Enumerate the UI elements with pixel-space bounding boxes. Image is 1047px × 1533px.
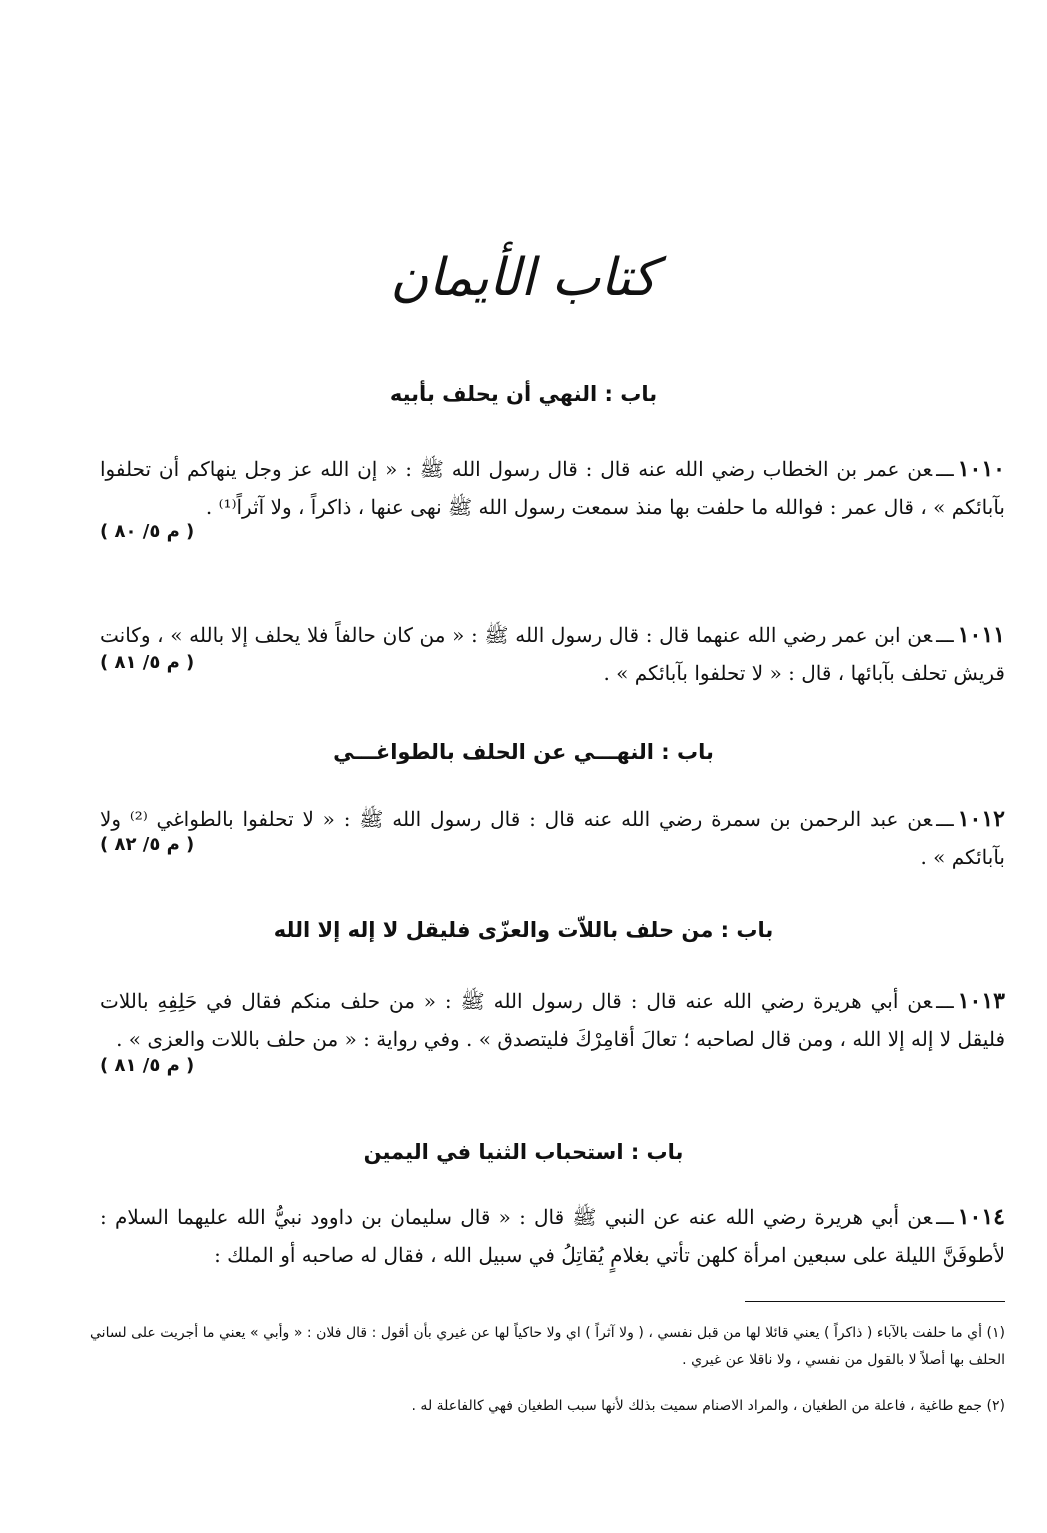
hadith-text: عن عمر بن الخطاب رضي الله عنه قال : قال رسول الله ﷺ : « إن الله عز وجل ينهاكم أن تحلفوا بآبائكم » ، قال عمر : فوالله ما حلفت بها منذ سمعت رسول الله ﷺ نهى عنها ، ذاكراً ، ولا آثراً⁽¹⁾ . [100,457,1005,519]
chapter-heading: باب : استحباب الثنيا في اليمين [363,1140,684,1164]
hadith-reference: ( م ٥/ ٨١ ) [100,1055,195,1076]
hadith-text: عن ابن عمر رضي الله عنهما قال : قال رسول الله ﷺ : « من كان حالفاً فلا يحلف إلا بالله » ، وكانت قريش تحلف بآبائها ، قال : « لا تحلفوا بآبائكم » . [100,623,1005,685]
chapter-heading: باب : النهي أن يحلف بأبيه [389,382,658,406]
chapter-heading: باب : من حلف باللاّت والعزّى فليقل لا إله إلا الله [273,918,774,942]
hadith-reference: ( م ٥/ ٨٠ ) [100,521,195,542]
hadith-1010: ١٠١٠ـــعن عمر بن الخطاب رضي الله عنه قال : قال رسول الله ﷺ : « إن الله عز وجل ينهاكم أن تحلفوا بآبائكم » ، قال عمر : فوالله ما حلفت بها منذ سمعت رسول الله ﷺ نهى عنها ، ذاكراً ، ولا آثراً⁽¹⁾ . [100,456,1005,519]
footnote-1: (١) أي ما حلفت بالآباء ( ذاكراً ) يعني قائلا لها من قبل نفسي ، ( ولا آثراً ) اي ولا حاكياً لها عن غيري بأن أقول : قال فلان : « وأبي » يعني ما أجريت على لساني الحلف بها أصلاً لا بالقول من نفسي ، ولا ناقلا عن غيري . [90,1325,1005,1368]
hadith-reference: ( م ٥/ ٨١ ) [100,652,195,673]
footnote-2: (٢) جمع طاغية ، فاعلة من الطغيان ، والمراد الاصنام سميت بذلك لأنها سبب الطغيان فهي كالفاعلة له . [411,1398,1005,1414]
footnote-divider [745,1301,1005,1302]
hadith-number: ١٠١١ [957,622,1005,648]
hadith-text: عن عبد الرحمن بن سمرة رضي الله عنه قال : قال رسول الله ﷺ : « لا تحلفوا بالطواغي ⁽²⁾ ولا بآبائكم » . [100,807,1005,869]
chapter-heading: باب : النهـــي عن الحلف بالطواغـــي [333,740,714,764]
hadith-number: ١٠١٠ [957,456,1005,482]
hadith-text: عن أبي هريرة رضي الله عنه عن النبي ﷺ قال : « قال سليمان بن داوود نبيُّ الله عليهما السلام : لأطوفَنَّ الليلة على سبعين امرأة كلهن تأتي بغلامٍ يُقاتِلُ في سبيل الله ، فقال له صاحبه أو الملك : [100,1205,1005,1267]
hadith-1011: ١٠١١ـــعن ابن عمر رضي الله عنهما قال : قال رسول الله ﷺ : « من كان حالفاً فلا يحلف إلا بالله » ، وكانت قريش تحلف بآبائها ، قال : « لا تحلفوا بآبائكم » . [100,622,1005,685]
hadith-number: ١٠١٣ [957,988,1005,1014]
hadith-1012: ١٠١٢ـــعن عبد الرحمن بن سمرة رضي الله عنه قال : قال رسول الله ﷺ : « لا تحلفوا بالطواغي ⁽²⁾ ولا بآبائكم » . [100,806,1005,869]
hadith-number: ١٠١٤ [957,1204,1005,1230]
hadith-1013: ١٠١٣ـــعن أبي هريرة رضي الله عنه قال : قال رسول الله ﷺ : « من حلف منكم فقال في حَلِفِهِ باللات فليقل لا إله إلا الله ، ومن قال لصاحبه ؛ تعالَ أقامِرْكَ فليتصدق » . وفي رواية : « من حلف باللات والعزى » . [100,988,1005,1051]
hadith-1014: ١٠١٤ـــعن أبي هريرة رضي الله عنه عن النبي ﷺ قال : « قال سليمان بن داوود نبيُّ الله عليهما السلام : لأطوفَنَّ الليلة على سبعين امرأة كلهن تأتي بغلامٍ يُقاتِلُ في سبيل الله ، فقال له صاحبه أو الملك : [100,1204,1005,1267]
book-title: كتاب الأيمان [390,248,657,308]
hadith-number: ١٠١٢ [957,806,1005,832]
hadith-text: عن أبي هريرة رضي الله عنه قال : قال رسول الله ﷺ : « من حلف منكم فقال في حَلِفِهِ باللات فليقل لا إله إلا الله ، ومن قال لصاحبه ؛ تعالَ أقامِرْكَ فليتصدق » . وفي رواية : « من حلف باللات والعزى » . [100,989,1005,1051]
hadith-reference: ( م ٥/ ٨٢ ) [100,834,195,855]
